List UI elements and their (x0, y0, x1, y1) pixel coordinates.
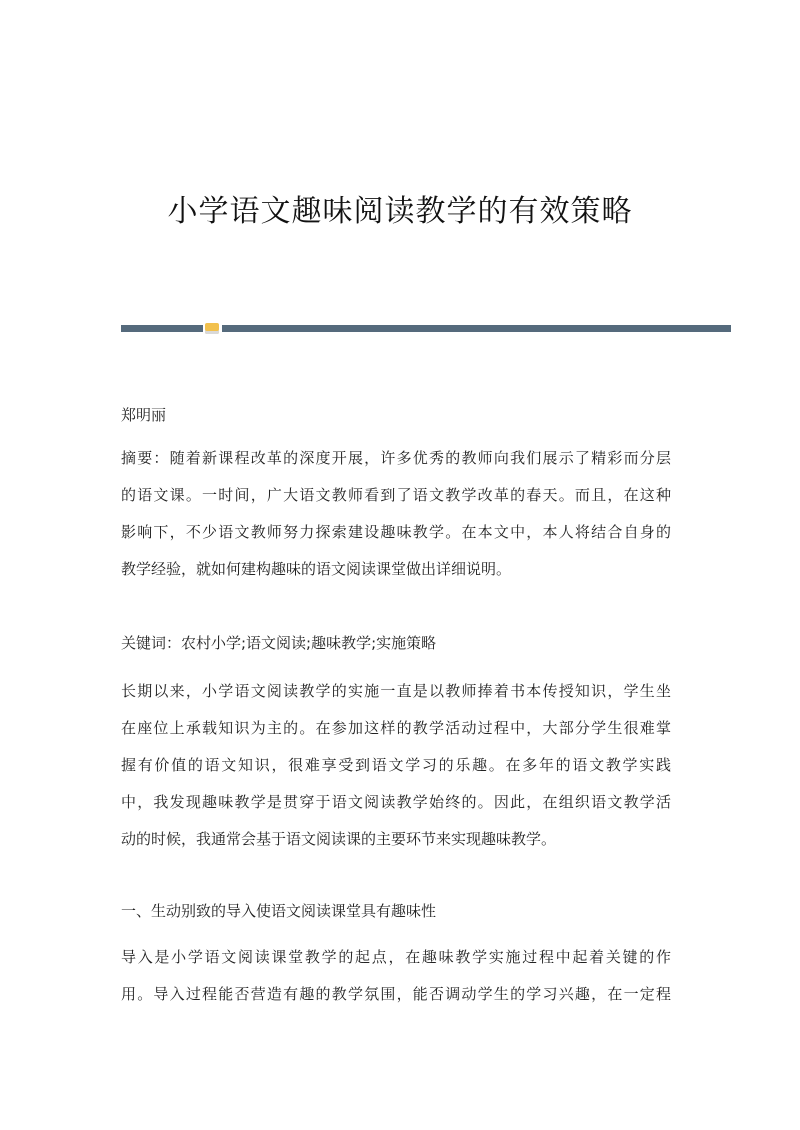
title-divider-left (121, 325, 203, 332)
abstract-line: 教学经验，就如何建构趣味的语文阅读课堂做出详细说明。 (121, 560, 512, 578)
title-divider-right (222, 325, 731, 332)
section1-paragraph (121, 939, 671, 1013)
intro-line: 动的时候，我通常会基于语文阅读课的主要环节来实现趣味教学。 (121, 830, 557, 848)
section-heading: 一、生动别致的导入使语文阅读课堂具有趣味性 (121, 902, 437, 920)
keywords-line: 关键词：农村小学;语文阅读;趣味教学;实施策略 (121, 634, 437, 652)
divider-marker-icon (205, 323, 219, 334)
abstract-line: 的语文课。一时间，广大语文教师看到了语文教学改革的春天。而且，在这种 (121, 486, 671, 504)
intro-line: 中，我发现趣味教学是贯穿于语文阅读教学始终的。因此，在组织语文教学活 (121, 793, 671, 811)
intro-line: 长期以来，小学语文阅读教学的实施一直是以教师捧着书本传授知识，学生坐 (121, 682, 671, 700)
section1-line: 用。导入过程能否营造有趣的教学氛围，能否调动学生的学习兴趣，在一定程 (121, 985, 671, 1003)
abstract-line: 摘要：随着新课程改革的深度开展，许多优秀的教师向我们展示了精彩而分层 (121, 449, 671, 467)
intro-line: 在座位上承载知识为主的。在参加这样的教学活动过程中，大部分学生很难掌 (121, 719, 671, 737)
document-title: 小学语文趣味阅读教学的有效策略 (167, 194, 633, 229)
intro-line: 握有价值的语文知识，很难享受到语文学习的乐趣。在多年的语文教学实践 (121, 756, 671, 774)
abstract-line: 影响下，不少语文教师努力探索建设趣味教学。在本文中，本人将结合自身的 (121, 523, 671, 541)
abstract-paragraph (121, 440, 671, 588)
intro-paragraph (121, 673, 671, 858)
section1-line: 导入是小学语文阅读课堂教学的起点，在趣味教学实施过程中起着关键的作 (121, 948, 671, 966)
author-name: 郑明丽 (121, 406, 167, 424)
